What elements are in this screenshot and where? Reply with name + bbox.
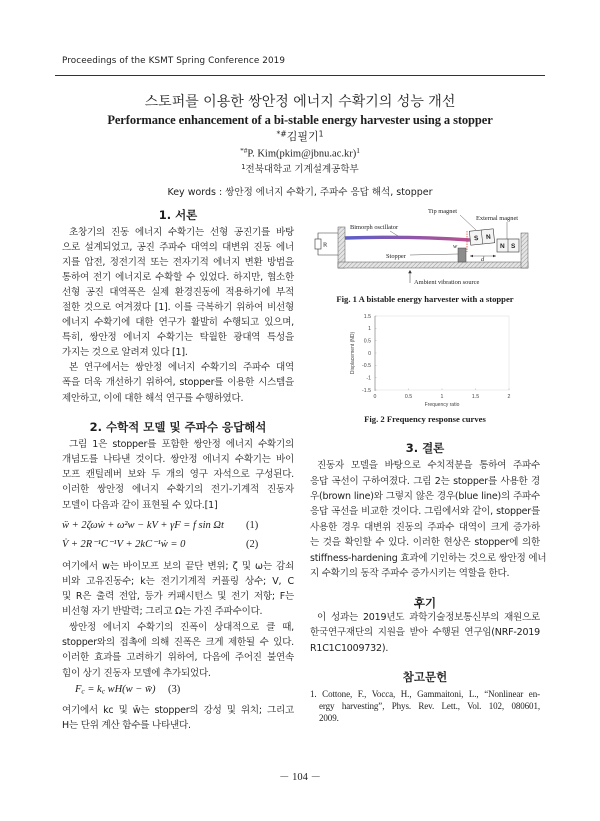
ambient-label: Ambient vibration source [414, 279, 480, 286]
eq3-middle: = k [84, 684, 102, 695]
text-line: 이 성과는 2019년도 과학기술정보통신부의 재원으로 [317, 611, 540, 623]
equation-1-number: (1) [246, 520, 259, 531]
y-tick-label: -0.5 [362, 363, 371, 370]
tip-magnet-label: Tip magnet [428, 208, 458, 215]
author-name-email: P. Kim(pkim@jbnu.ac.kr) [247, 148, 357, 160]
tip-magnet [469, 229, 494, 245]
gap-label: d [481, 256, 485, 263]
y-tick-label: -1.5 [362, 387, 371, 394]
y-tick-label: 0 [368, 350, 371, 357]
text-line: 는 것을 확인할 수 있다. 이러한 현상은 stopper에 의한 [310, 537, 540, 549]
text-line: ergy harvesting”, Phys. Rev. Lett., Vol. 102, 080601, [319, 701, 540, 711]
text-line: 응답 곡선이 구하여졌다. 그림 2는 stopper를 사용한 경 [310, 475, 540, 487]
author-korean [0, 128, 600, 144]
text-line: 모프 캔틸레버 보와 두 개의 영구 자석으로 구성된다. [62, 469, 294, 481]
text-line: 및 R은 출력 전압, 등가 커패시턴스 및 전기 저항; F는 [62, 591, 294, 603]
harvester-diagram [310, 203, 540, 295]
x-tick-label: 0.5 [404, 394, 413, 400]
tip-magnet-n: N [485, 233, 492, 242]
text-line: 초창기의 진동 에너지 수확기는 선형 공진기를 바탕 [69, 226, 294, 238]
text-line: H는 단위 계산 함수를 나타낸다. [62, 719, 191, 731]
equation-3 [75, 683, 156, 697]
y-tick-label: 0.5 [363, 338, 371, 345]
external-magnet-label: External magnet [476, 215, 519, 222]
page-number: － 104 － [279, 772, 321, 783]
equation-2: V̇ + 2R⁻¹C⁻¹V + 2kC⁻¹ẇ = 0 [62, 539, 186, 550]
tip-magnet-s: S [473, 234, 479, 243]
figure-2-caption: Fig. 2 Frequency response curves [364, 414, 486, 424]
keywords [0, 184, 600, 198]
section-heading-references: 참고문헌 [402, 670, 448, 684]
x-tick-label: 1 [440, 394, 444, 400]
conclusion-body [310, 458, 547, 581]
text-line: 으로 설계되었고, 공진 주파수 대역의 대변위 진동 에너 [62, 241, 294, 253]
x-tick-label: 0 [373, 394, 377, 400]
acknowledgment-body [310, 610, 540, 657]
text-line: 한국연구재단의 지원을 받아 수행된 연구임(NRF-2019 [310, 627, 540, 638]
text-line: 힘이 상기 진동자 모델에 추가되었다. [62, 667, 211, 679]
model-body-a [62, 437, 294, 513]
eq3-force-sub: c [81, 686, 85, 696]
text-line: stiffness-hardening 효과에 기인하는 것으로 쌍안정 에너 [310, 552, 547, 564]
text-line: 지 수확기의 동작 주파수 증가시키는 역할을 한다. [310, 568, 510, 580]
text-line: 개념도를 나타낸 것이다. 쌍안정 에너지 수확기는 바이 [62, 453, 294, 465]
base-plate [338, 262, 528, 268]
section-heading-conclusion: 3. 결론 [405, 441, 445, 455]
x-tick-label: 2 [507, 394, 511, 400]
external-magnet-s: S [511, 243, 516, 250]
deflection-label: w [453, 243, 458, 250]
y-tick-label: 1.5 [363, 313, 371, 320]
y-tick-label: -1 [366, 375, 371, 382]
text-line: 여기에서 kc 및 w̄는 stopper의 강성 및 위치; 그리고 [62, 704, 294, 716]
plot-frame [375, 316, 509, 390]
running-header: Proceedings of the KSMT Spring Conference 2019 [62, 56, 286, 66]
title-english: Performance enhancement of a bi-stable energy harvester using a stopper [107, 113, 493, 127]
y-tick-label: 1 [368, 326, 371, 333]
text-line: 그림 1은 stopper를 포함한 쌍안정 에너지 수확기의 [69, 438, 294, 450]
affiliation-text: 전북대학교 기계설계공학부 [245, 164, 359, 175]
model-body-c [62, 703, 294, 734]
text-line: 선형 공진 대역폭은 실제 환경진동에 적용하기에 부적 [62, 286, 294, 298]
title-korean: 스토퍼를 이용한 쌍안정 에너지 수확기의 성능 개선 [144, 94, 456, 110]
tip-magnet-leader [460, 215, 476, 230]
text-line: 폭을 더욱 개선하기 위하여, stopper를 이용한 시스템을 [62, 377, 294, 389]
text-line: 쌍안정 에너지 수확기의 진폭이 상대적으로 클 때, [69, 621, 294, 633]
model-body-b [62, 559, 294, 681]
references-list [310, 688, 540, 724]
resistor-label: R [323, 241, 328, 249]
section-heading-acknowledgment: 후기 [413, 596, 437, 610]
stopper-leader [410, 254, 458, 255]
stopper [458, 248, 466, 262]
author-english [0, 146, 600, 159]
text-line: stopper와의 접촉에 의해 진폭은 크게 제한될 수 있다. [62, 636, 294, 648]
bimorph-leader [390, 231, 398, 236]
text-line: 통하여 전기 에너지로 수확할 수 있었다. 하지만, 협소한 [62, 271, 294, 283]
introduction-body [62, 225, 294, 406]
author-mark: *# [276, 129, 287, 139]
author-affil-mark: 1 [356, 146, 360, 155]
right-wall [521, 233, 528, 268]
equation-3-number: (3) [168, 684, 181, 695]
text-line: 비와 고유진동수; k는 전기기계적 커플링 상수; V, C [62, 575, 294, 587]
text-line: 응답 곡선을 비교한 것이다. 그림에서와 같이, stopper를 [310, 506, 540, 518]
text-line: 특히, 쌍안정 에너지 수확기는 탁월한 광대역 특성을 [62, 332, 294, 344]
text-line: 에너지 수확기에 대한 연구가 활발히 수행되고 있으며, [62, 317, 294, 329]
vibration-arrow-head [408, 270, 412, 273]
text-line: 지를 압전, 정전기적 또는 전자기적 에너지 변환 방법을 [62, 256, 294, 268]
figure-1-caption: Fig. 1 A bistable energy harvester with a stopper [336, 294, 514, 304]
equation-1: ẅ + 2ζωẇ + ω²w − kV + γF = f sin Ωt [62, 520, 224, 531]
eq3-rest: wH(w − w̄) [104, 684, 156, 695]
affiliation-mark: 1 [241, 163, 246, 172]
affiliation [0, 161, 600, 175]
text-line: 1. Cottone, F., Vocca, H., Gammaitoni, L., “Nonlinear en- [310, 689, 540, 699]
gap-arrow-left [470, 255, 473, 258]
x-tick-label: 1.5 [471, 394, 480, 400]
text-line: 이러한 쌍안정 에너지 수확기의 전기-기계적 진동자 [62, 484, 294, 496]
text-line: R1C1C1009732). [310, 642, 389, 654]
text-line: 진동자 모델을 바탕으로 수치적분을 통하여 주파수 [317, 460, 540, 472]
text-line: 여기에서 w는 바이모프 보의 끝단 변위; ζ 및 ω는 감쇠 [62, 560, 294, 572]
text-line: 이러한 효과를 고려하기 위하여, 다음에 주어진 불연속 [62, 652, 294, 664]
text-line: 우(brown line)와 그렇지 않은 경우(blue line)의 주파수 [310, 491, 540, 503]
y-axis-label: Displacement (ND) [350, 331, 356, 375]
resistor [315, 239, 321, 249]
equation-2-number: (2) [246, 539, 259, 550]
author-name: 김필기 [286, 130, 319, 143]
bimorph-label: Bimorph oscillator [350, 224, 399, 231]
text-line: 비선형 자기 반발력; 그리고 Ω는 가진 주파수이다. [62, 606, 263, 618]
author-affil-mark: 1 [318, 129, 324, 139]
eq3-stiffness-sub: c [101, 686, 105, 696]
bimorph-beam [345, 237, 470, 240]
text-line: 절한 것으로 여겨졌다 [1]. 이를 극복하기 위하여 비선형 [62, 301, 294, 313]
section-heading-introduction: 1. 서론 [158, 208, 198, 222]
author-mark: *# [240, 146, 248, 155]
section-heading-model: 2. 수학적 모델 및 주파수 응답해석 [89, 420, 267, 434]
x-axis-label: Frequency ratio [424, 402, 460, 408]
text-line: 본 연구에서는 쌍안정 에너지 수확기의 주파수 대역 [69, 362, 294, 374]
eq3-force: F [75, 684, 82, 695]
text-line: 2009. [319, 713, 339, 723]
text-line: 가지는 것으로 알려져 있다 [1]. [62, 347, 188, 359]
header-rule [55, 75, 545, 76]
text-line: 사용한 경우 대변위 진동의 주파수 대역이 크게 증가하 [310, 521, 540, 533]
keywords-label: Key words : [167, 187, 226, 198]
frequency-response-chart [330, 305, 530, 411]
text-line: 모델이 다음과 같이 표현될 수 있다.[1] [62, 499, 218, 511]
keywords-text: 쌍안정 에너지 수확기, 주파수 응답 해석, stopper [225, 187, 433, 198]
external-magnet [497, 239, 519, 252]
stopper-label: Stopper [386, 253, 406, 260]
text-line: 제안하고, 이에 대한 해석 연구를 수행하였다. [62, 392, 244, 404]
external-magnet-n: N [500, 243, 505, 250]
gap-arrow-right [493, 255, 496, 258]
